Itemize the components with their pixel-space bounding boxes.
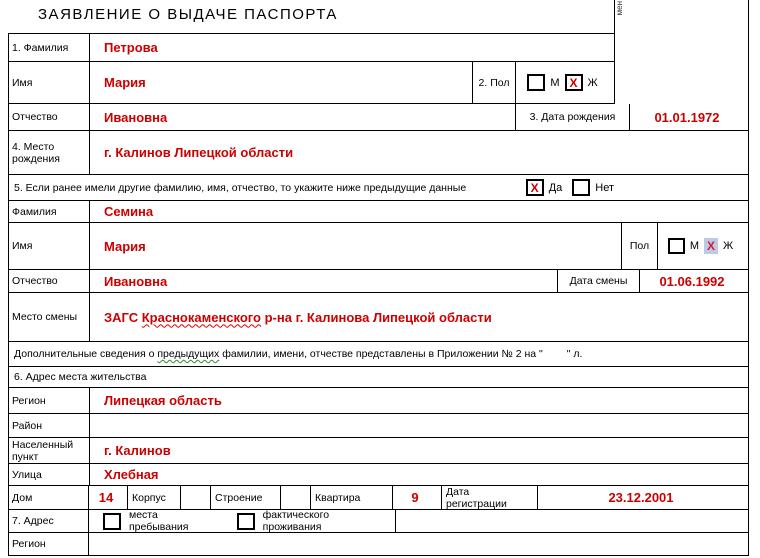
- region2-field[interactable]: [89, 533, 748, 555]
- row-patronymic-2: [8, 270, 748, 293]
- prev-sex-male-text: М: [689, 240, 699, 252]
- region2-label: Регион: [8, 533, 89, 555]
- house-label: Дом: [8, 486, 89, 509]
- previous-yes-checkbox[interactable]: [526, 179, 544, 196]
- district-field[interactable]: [90, 414, 748, 437]
- prev-sex-female-selected-mark[interactable]: [704, 238, 718, 254]
- prev-patronymic-label: Отчество: [8, 270, 90, 292]
- row-district: [8, 414, 748, 438]
- apartment-label: Квартира: [311, 486, 393, 509]
- row-address-type: [8, 510, 748, 533]
- street-label: Улица: [8, 464, 90, 485]
- prev-sex-label: Пол: [622, 223, 658, 269]
- surname-label: 1. Фамилия: [8, 34, 90, 61]
- row-region-2: [8, 533, 748, 556]
- row-settlement: [8, 438, 748, 464]
- row-birthplace: [8, 131, 748, 175]
- previous-data-text: 5. Если ранее имели другие фамилию, имя, отчество, то укажите ниже предыдущие данные: [14, 181, 467, 194]
- district-label: Район: [8, 414, 90, 437]
- previous-yes-text: Да: [548, 181, 563, 194]
- row-additional-info: [8, 342, 748, 367]
- address7-label: 7. Адрес: [8, 510, 89, 532]
- change-place-field[interactable]: ЗАГС Краснокаменского р-на г. Калинова Липецкой области: [104, 309, 492, 325]
- sex-male-text: М: [550, 76, 560, 89]
- previous-no-checkbox[interactable]: [572, 179, 590, 196]
- row-street: [8, 464, 748, 486]
- name-field[interactable]: Мария: [90, 62, 473, 103]
- region-label: Регион: [8, 388, 90, 413]
- table-right-border: [748, 0, 749, 556]
- prev-name-field[interactable]: Мария: [90, 223, 622, 269]
- row-surname-2: [8, 201, 748, 223]
- prev-surname-label: Фамилия: [8, 201, 90, 222]
- region-field[interactable]: Липецкая область: [104, 393, 222, 408]
- structure-label: Строение: [211, 486, 281, 509]
- birthplace-label: 4. Место рождения: [8, 131, 90, 174]
- patronymic-field[interactable]: Ивановна: [90, 104, 516, 130]
- page-title: ЗАЯВЛЕНИЕ О ВЫДАЧЕ ПАСПОРТА: [38, 6, 338, 23]
- row-surname-1: [8, 34, 614, 62]
- patronymic-label: Отчество: [8, 104, 90, 130]
- reg-date-label: Дата регистрации: [442, 486, 538, 509]
- previous-no-text: Нет: [595, 181, 614, 194]
- structure-field[interactable]: [281, 486, 311, 509]
- prev-sex-female-text: Ж: [723, 240, 734, 252]
- x-mark-icon: X: [569, 75, 578, 90]
- x-mark-icon: X: [530, 180, 539, 195]
- side-note-vertical-text: мен: [615, 1, 624, 16]
- birthdate-label: 3. Дата рождения: [516, 104, 630, 130]
- photo-area-left-border: [614, 0, 615, 104]
- building-label: Корпус: [128, 486, 181, 509]
- row-patronymic-1: [8, 104, 748, 131]
- stay-place-text: места пребывания: [129, 510, 189, 532]
- surname-field[interactable]: Петрова: [104, 40, 158, 55]
- building-field[interactable]: [181, 486, 211, 509]
- sex-checkbox-group: [516, 62, 614, 103]
- sex-male-checkbox[interactable]: [527, 74, 545, 91]
- stay-place-checkbox[interactable]: [103, 513, 121, 530]
- birthdate-field[interactable]: 01.01.1972: [654, 109, 720, 125]
- row-address-section-header: [8, 367, 748, 388]
- row-change-place: [8, 293, 748, 342]
- street-field[interactable]: Хлебная: [104, 467, 159, 482]
- prev-surname-field[interactable]: Семина: [104, 204, 154, 219]
- actual-residence-text: фактического проживания: [262, 510, 330, 532]
- additional-info-cell: Дополнительные сведения о предыдущих фамилии, имени, отчестве представлены в Приложении № 2 на " " л.: [14, 348, 583, 360]
- apartment-field[interactable]: 9: [393, 486, 442, 509]
- prev-sex-male-checkbox[interactable]: [668, 238, 685, 254]
- misspelled-word: Краснокаменского: [141, 309, 261, 325]
- row-previous-data-question: [8, 175, 748, 201]
- actual-residence-checkbox[interactable]: [237, 513, 255, 530]
- change-date-field[interactable]: 01.06.1992: [659, 273, 725, 289]
- change-date-label: Дата смены: [558, 270, 640, 292]
- sex-female-checkbox[interactable]: [565, 74, 583, 91]
- house-field[interactable]: 14: [89, 486, 128, 509]
- misspelled-word: предыдущих: [157, 348, 220, 360]
- settlement-field[interactable]: г. Калинов: [104, 443, 171, 458]
- name-label: Имя: [8, 62, 90, 103]
- sex-female-text: Ж: [587, 76, 598, 89]
- prev-patronymic-field[interactable]: Ивановна: [90, 270, 558, 292]
- row-region-1: [8, 388, 748, 414]
- address7-empty-cell: [396, 510, 748, 532]
- x-mark-icon: X: [706, 239, 715, 253]
- row-house: [8, 486, 748, 510]
- birthplace-field[interactable]: г. Калинов Липецкой области: [104, 145, 294, 160]
- prev-name-label: Имя: [8, 223, 90, 269]
- sex-label: 2. Пол: [473, 62, 516, 103]
- previous-data-cell: [8, 175, 748, 200]
- reg-date-field[interactable]: 23.12.2001: [608, 490, 674, 505]
- prev-sex-checkbox-group: [658, 223, 748, 269]
- change-place-label: Место смены: [8, 293, 90, 341]
- address-section-label: 6. Адрес места жительства: [14, 371, 147, 383]
- row-name-2: [8, 223, 748, 270]
- row-name-1: [8, 62, 614, 104]
- address7-options: [89, 510, 396, 532]
- settlement-label: Населенный пункт: [8, 438, 90, 463]
